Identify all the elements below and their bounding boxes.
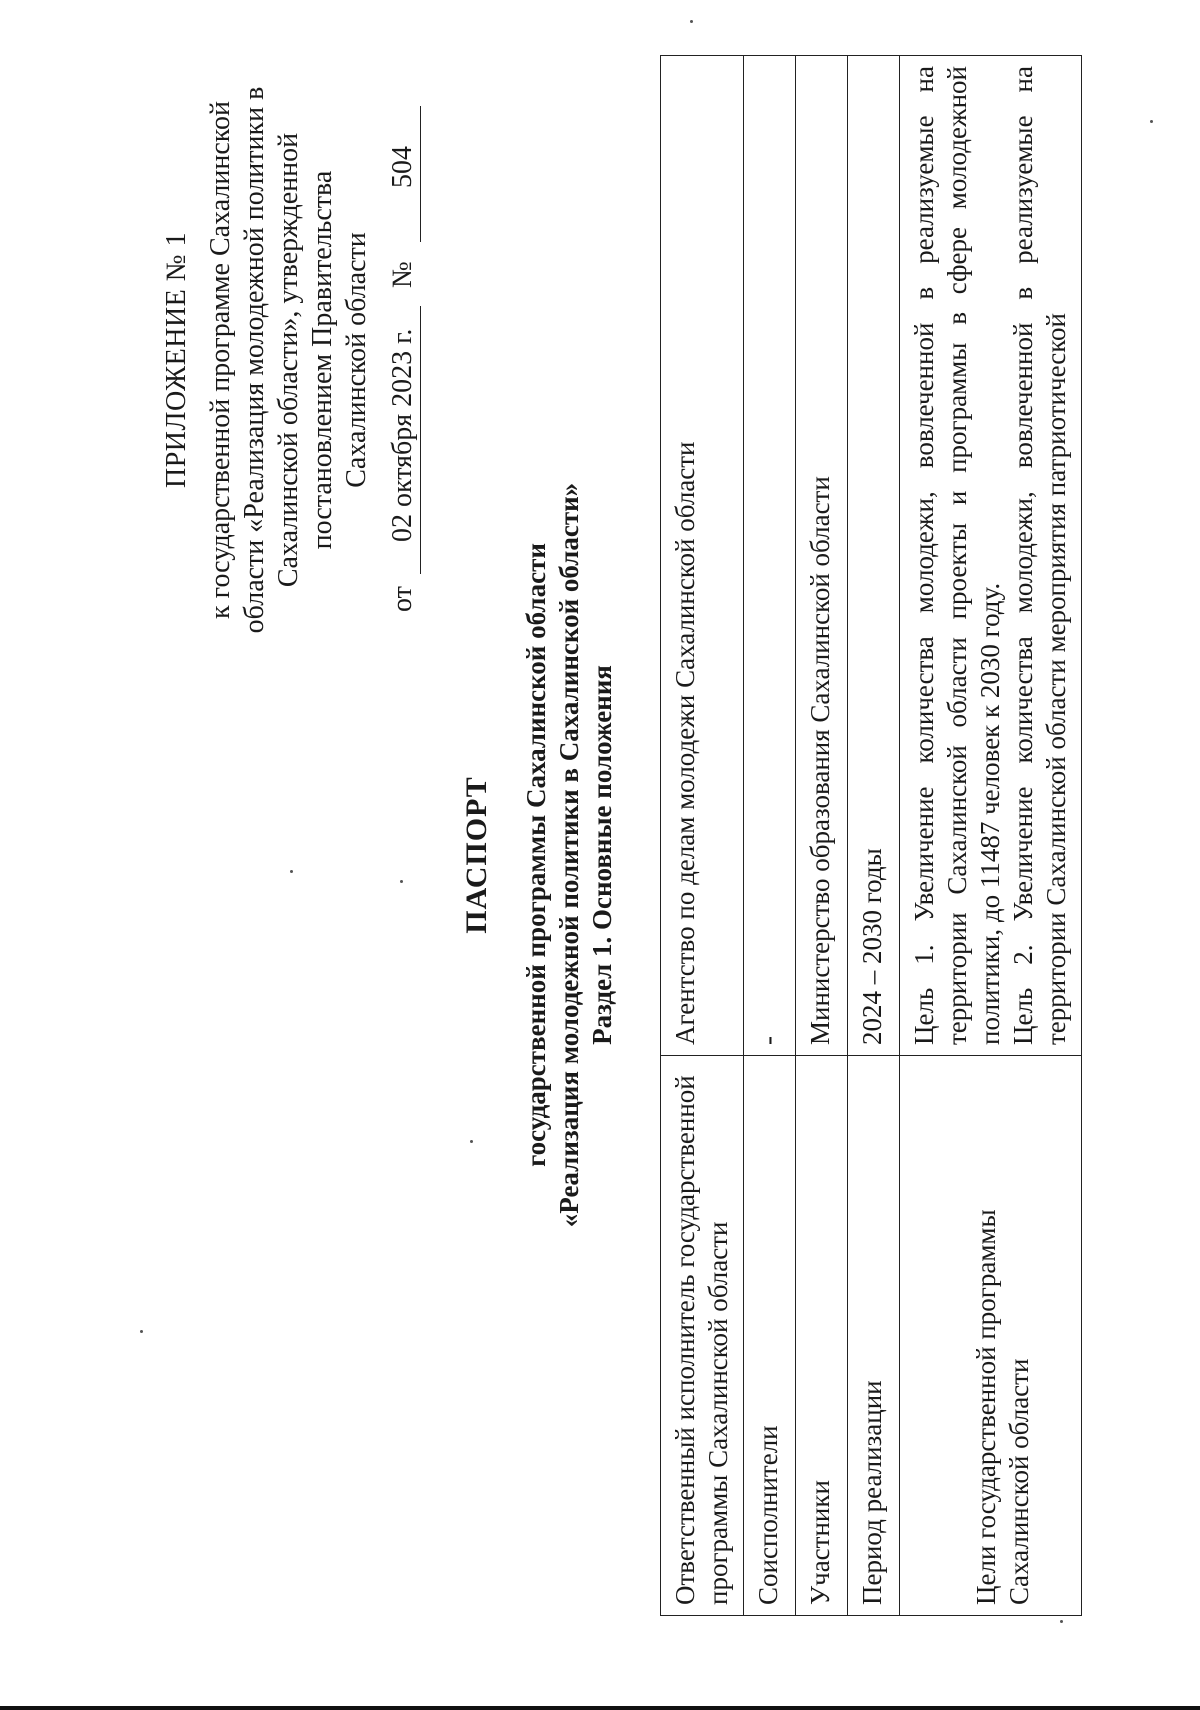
number-underline <box>420 106 421 242</box>
goal-2-text: Цель 2. Увеличение количества молодежи, вовлеченной в реализуемые на территории Сахалинской области мероприятия патриотической <box>1008 66 1071 1045</box>
table-row <box>848 56 900 1616</box>
appendix-line: области «Реализация молодежной политики в <box>239 86 270 634</box>
approval-date: 02 октября 2023 г. <box>387 328 418 542</box>
row-value: - <box>744 56 796 1056</box>
appendix-line: постановлением Правительства <box>307 170 338 550</box>
appendix-block <box>160 80 424 640</box>
row-value: Министерство образования Сахалинской области <box>796 56 848 1056</box>
row-label: Период реализации <box>848 1056 900 1616</box>
program-name: «Реализация молодежной политики в Сахалинской области» <box>554 482 584 1228</box>
appendix-line: к государственной программе Сахалинской <box>205 101 236 619</box>
scan-edge-line <box>0 1706 1200 1710</box>
row-label: Ответственный исполнитель государственной программы Сахалинской области <box>661 1056 744 1616</box>
row-value: 2024 – 2030 годы <box>848 56 900 1056</box>
scan-speck <box>1060 1620 1063 1623</box>
table-row <box>661 56 744 1616</box>
table-row <box>744 56 796 1616</box>
row-value: Агентство по делам молодежи Сахалинской области <box>661 56 744 1056</box>
goal-1-text: Цель 1. Увеличение количества молодежи, вовлеченной в реализуемые на территории Сахалинской области проекты и программы в сфере молодежной политики, до 11487 человек к 2030 году. <box>909 66 1005 1045</box>
date-underline <box>420 306 421 574</box>
approval-date-line <box>384 80 424 640</box>
passport-table <box>660 55 1082 1616</box>
scan-speck <box>400 880 403 883</box>
appendix-title: ПРИЛОЖЕНИЕ № 1 <box>161 232 192 488</box>
goals-label: Цели государственной программы Сахалинской области <box>971 1209 1034 1605</box>
document-title: ПАСПОРТ <box>460 776 493 934</box>
row-value <box>900 56 1082 1056</box>
scan-speck <box>690 20 693 23</box>
scan-speck <box>140 1330 143 1333</box>
table-row <box>796 56 848 1616</box>
table-row <box>900 56 1082 1616</box>
row-label: Соисполнители <box>744 1056 796 1616</box>
row-label: Участники <box>796 1056 848 1616</box>
approval-number: 504 <box>387 146 418 188</box>
scan-speck <box>470 1140 473 1143</box>
appendix-line: Сахалинской области», утвержденной <box>273 132 304 588</box>
appendix-line: Сахалинской области <box>341 232 372 488</box>
scan-speck <box>290 870 293 873</box>
row-label <box>900 1056 1082 1616</box>
document-heading <box>460 0 619 1710</box>
program-subtitle: государственной программы Сахалинской области <box>521 543 551 1167</box>
number-label: № <box>387 261 418 288</box>
scan-speck <box>1150 120 1153 123</box>
from-label: от <box>387 586 418 612</box>
section-title: Раздел 1. Основные положения <box>587 665 617 1045</box>
